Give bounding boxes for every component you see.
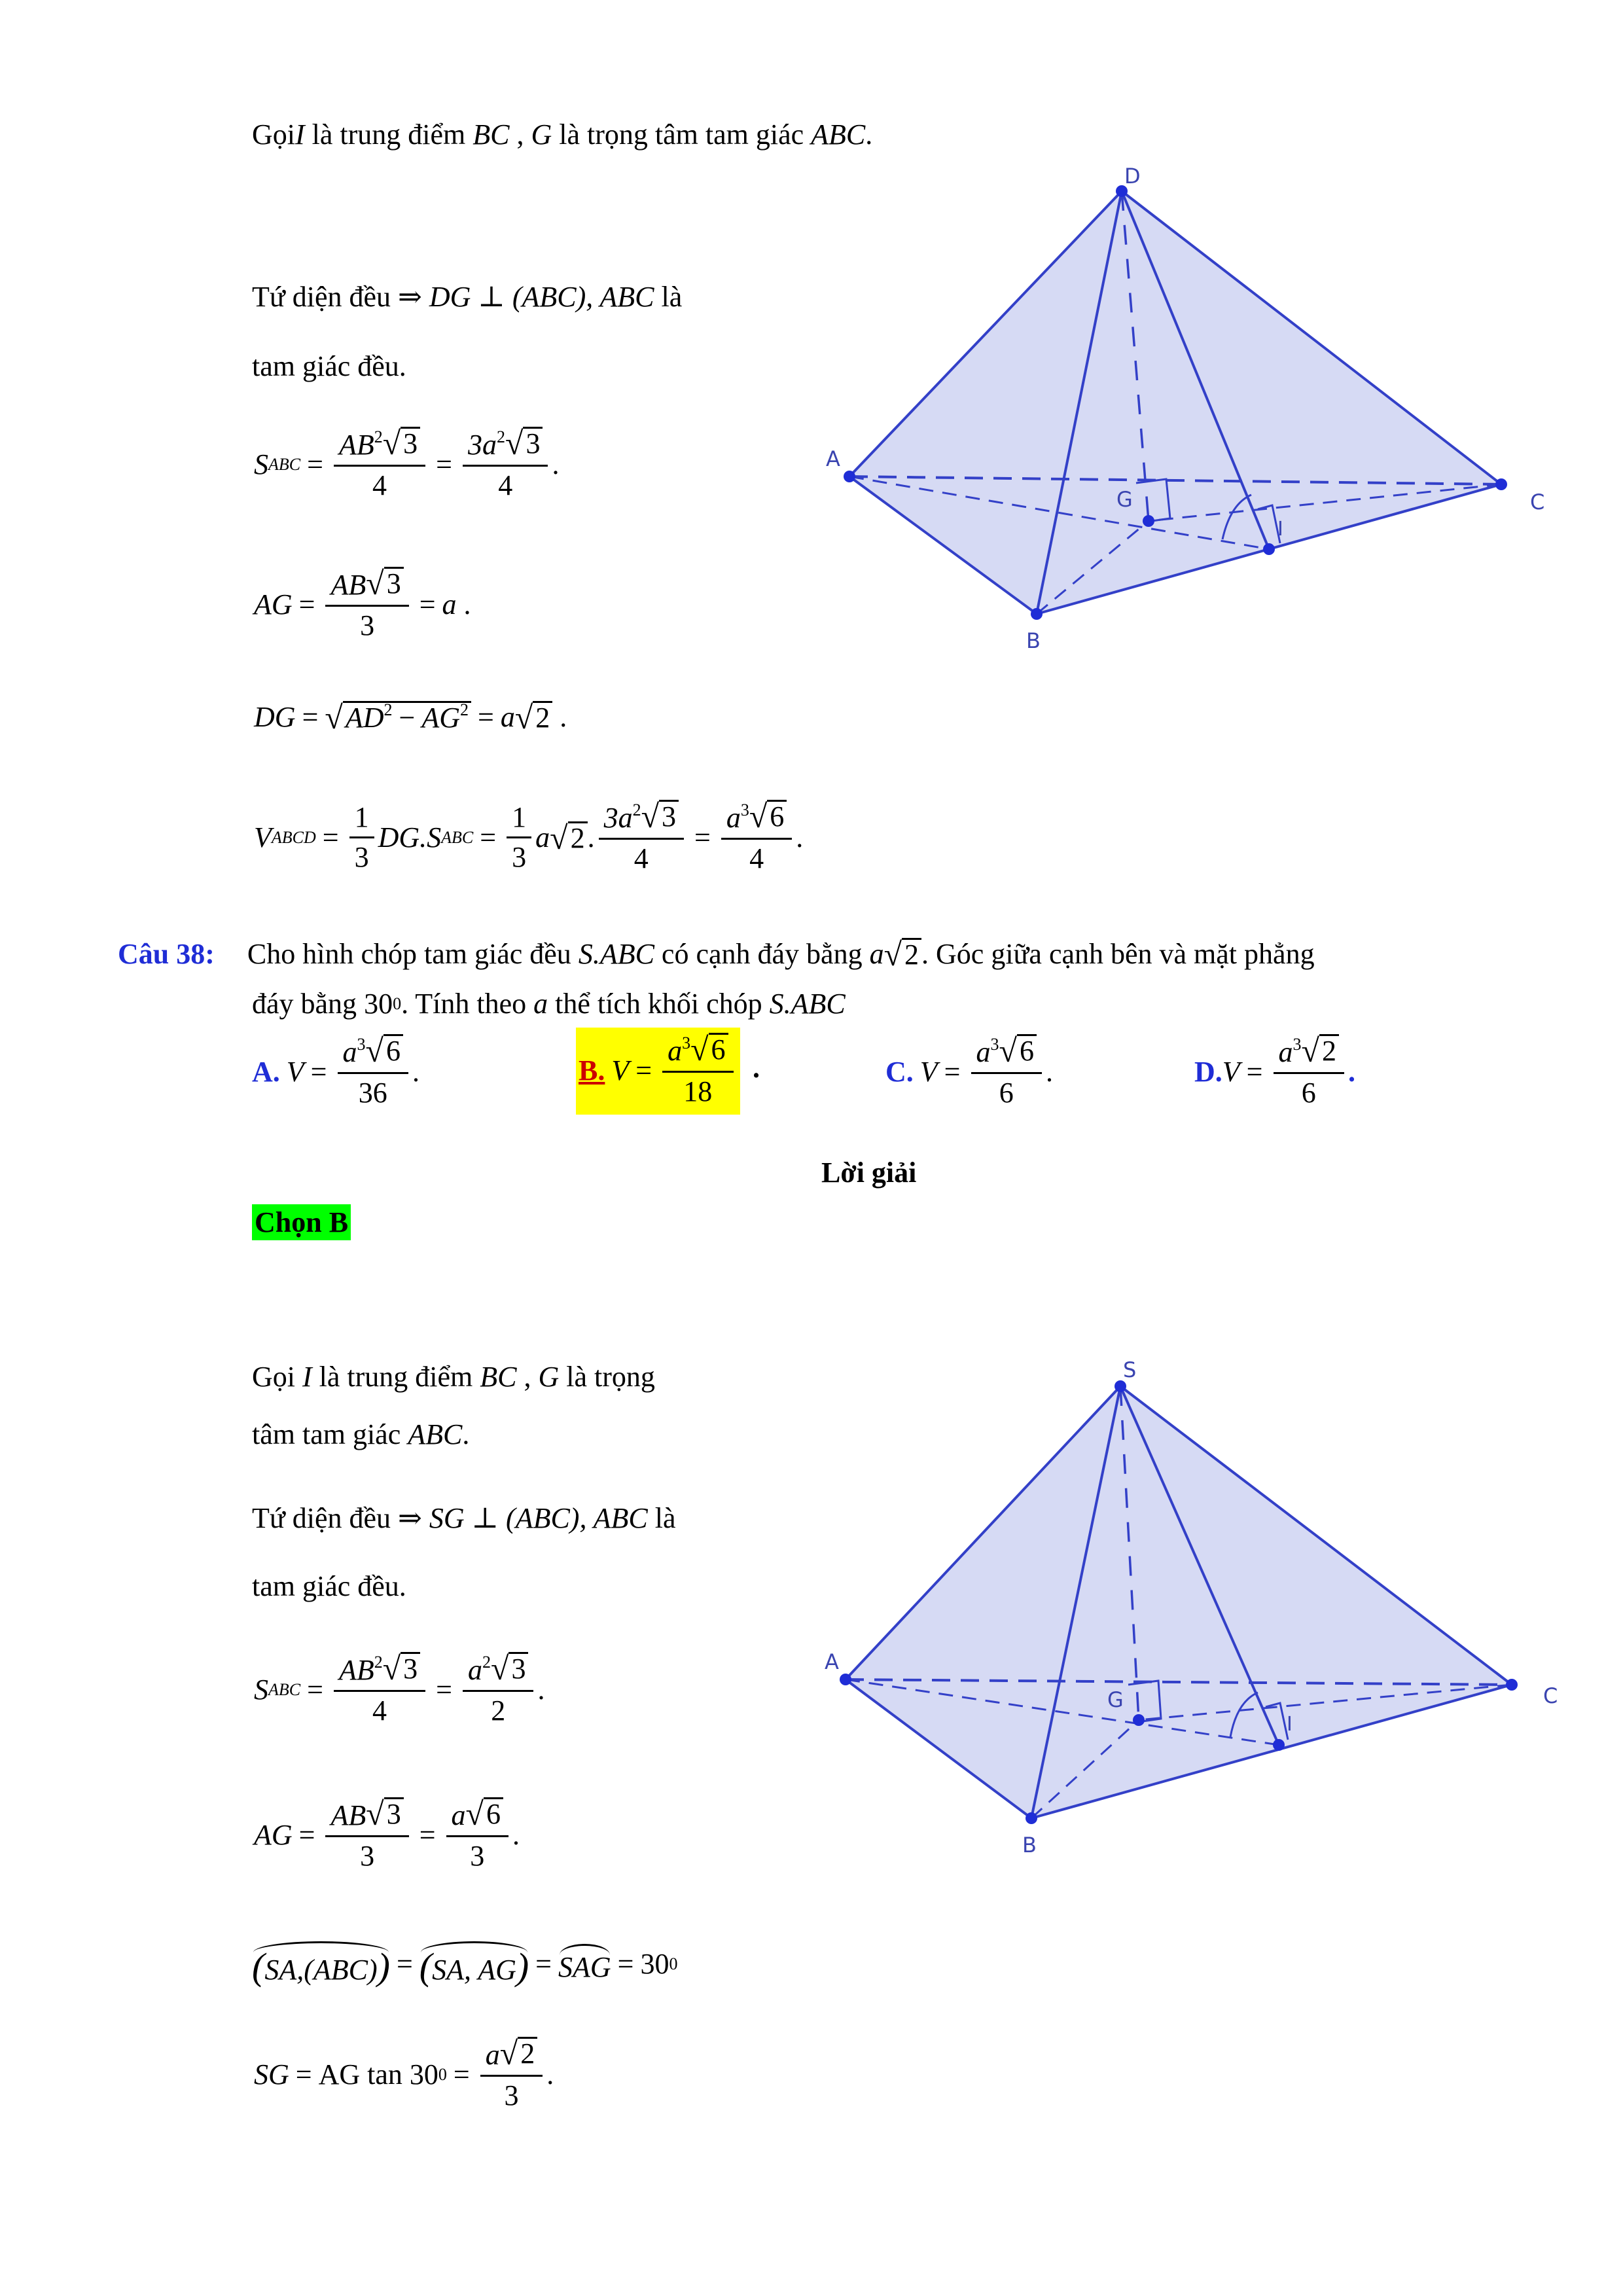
sup: 3 bbox=[740, 800, 749, 819]
text: đáy bằng bbox=[252, 988, 365, 1020]
equals: = bbox=[396, 1948, 413, 1980]
math: V bbox=[1222, 1056, 1240, 1088]
answer-letter: B. bbox=[579, 1054, 605, 1087]
label-c: C bbox=[1543, 1683, 1558, 1708]
denominator: 3 bbox=[504, 2079, 519, 2111]
fraction bbox=[662, 1033, 733, 1108]
answer-d[interactable] bbox=[1194, 1034, 1355, 1109]
text: . Góc giữa cạnh bên và mặt phẳng bbox=[921, 938, 1315, 970]
pyramid-figure-2 bbox=[812, 1360, 1584, 1857]
label-i: I bbox=[1287, 1713, 1293, 1736]
math: AG tan 30 bbox=[318, 2058, 438, 2091]
denominator: 3 bbox=[360, 609, 375, 641]
point-a bbox=[844, 471, 855, 482]
answer-c[interactable] bbox=[885, 1034, 1053, 1109]
period: . bbox=[537, 1674, 545, 1706]
equals: = bbox=[436, 448, 452, 481]
math: V bbox=[919, 1056, 938, 1088]
part1-tudien bbox=[252, 280, 682, 314]
math: AG bbox=[421, 701, 460, 734]
sup: 2 bbox=[632, 800, 641, 819]
label-d: D bbox=[1124, 164, 1141, 188]
math-a: a bbox=[533, 988, 548, 1020]
denominator: 4 bbox=[498, 469, 513, 501]
minus: − bbox=[399, 701, 416, 734]
solution-formula-sg: SG = AG tan 30 0 = a √ 2 3 . bbox=[254, 2035, 554, 2111]
equals: = bbox=[298, 1819, 315, 1852]
solution-formula-angle: (SA,(ABC)) = (SA, AG) = SAG = 30 0 bbox=[252, 1941, 677, 1986]
answer-b[interactable] bbox=[576, 1028, 740, 1115]
text: có cạnh đáy bằng bbox=[654, 938, 870, 970]
label-g: G bbox=[1107, 1687, 1124, 1712]
sqrt: √ 3 bbox=[383, 1652, 420, 1685]
denominator: 2 bbox=[491, 1694, 506, 1727]
label-a: A bbox=[825, 1649, 839, 1674]
point-b bbox=[1026, 1812, 1037, 1824]
math: a bbox=[1278, 1036, 1293, 1068]
denominator: 4 bbox=[749, 842, 764, 874]
text: . Tính theo bbox=[401, 988, 534, 1020]
point-i bbox=[1263, 543, 1275, 555]
text: Tứ diện đều bbox=[252, 281, 399, 313]
denominator: 36 bbox=[358, 1076, 387, 1109]
equals: = bbox=[419, 588, 436, 621]
radicand: 3 bbox=[523, 427, 543, 459]
text: là trung điểm bbox=[304, 118, 473, 151]
sqrt: √ 2 bbox=[1302, 1034, 1339, 1067]
sup: 2 bbox=[374, 1653, 383, 1672]
solution-intro-2 bbox=[252, 1418, 469, 1451]
denominator: 3 bbox=[354, 841, 369, 874]
math: a bbox=[976, 1036, 991, 1068]
equals: = bbox=[453, 2058, 470, 2091]
sqrt: √ 3 bbox=[366, 567, 403, 600]
denominator: 3 bbox=[360, 1839, 375, 1872]
text: là bbox=[654, 281, 683, 313]
radicand: 3 bbox=[401, 1652, 420, 1685]
math: S bbox=[254, 1674, 268, 1706]
solution-formula-area: S ABC = $AB^2$ √ 3 4 = $a^2$ √ 3 2 . bbox=[254, 1650, 545, 1727]
math-ABC: ABC bbox=[811, 118, 866, 151]
fraction bbox=[349, 801, 374, 874]
label-b: B bbox=[1022, 1833, 1037, 1857]
text: . bbox=[865, 118, 873, 151]
radicand: 2 bbox=[533, 701, 552, 734]
solution-intro-1 bbox=[252, 1360, 655, 1393]
part1-formula-dg bbox=[254, 700, 567, 734]
math: a bbox=[535, 821, 550, 854]
fraction bbox=[446, 1797, 508, 1873]
text: là bbox=[647, 1502, 676, 1534]
math-ABC: ABC bbox=[408, 1418, 463, 1450]
radicand: 6 bbox=[767, 800, 787, 833]
math-BC: BC bbox=[473, 118, 510, 151]
math: AB bbox=[338, 429, 374, 461]
math: a bbox=[500, 701, 515, 733]
math-BC: BC bbox=[480, 1361, 517, 1393]
fraction bbox=[463, 1652, 533, 1727]
radicand: 6 bbox=[1017, 1034, 1037, 1067]
math: AG bbox=[254, 588, 293, 621]
sqrt: √ $AD^2 - AG^2$ bbox=[325, 701, 471, 734]
math: a bbox=[668, 1035, 683, 1067]
sqrt: √ 3 bbox=[366, 1797, 403, 1830]
numerator: 1 bbox=[349, 801, 374, 839]
period: . bbox=[512, 1819, 520, 1852]
sqrt: √ 6 bbox=[366, 1034, 403, 1067]
sqrt: √ 2 bbox=[515, 701, 552, 734]
fraction bbox=[334, 1652, 425, 1727]
sup: 2 bbox=[482, 1653, 491, 1672]
sup: 3 bbox=[357, 1035, 366, 1054]
math: V bbox=[611, 1054, 630, 1087]
sqrt: √ 2 bbox=[550, 821, 587, 854]
sqrt: √ 2 bbox=[500, 2037, 537, 2070]
label-s: S bbox=[1123, 1360, 1137, 1382]
radicand: 6 bbox=[383, 1034, 403, 1067]
radicand: 2 bbox=[902, 938, 921, 971]
math: DG.S bbox=[378, 821, 442, 854]
sup: 2 bbox=[374, 427, 383, 446]
part1-formula-ag bbox=[254, 567, 471, 642]
denominator: 4 bbox=[372, 1694, 387, 1727]
sqrt: √ 6 bbox=[999, 1034, 1037, 1067]
math: AB bbox=[330, 569, 366, 601]
equals: = bbox=[635, 1054, 652, 1087]
dot: . bbox=[587, 821, 595, 854]
sqrt: √ 6 bbox=[466, 1797, 503, 1830]
radicand: 6 bbox=[484, 1797, 503, 1830]
radicand: 2 bbox=[1319, 1034, 1339, 1067]
text: là trọng bbox=[559, 1361, 655, 1393]
point-i bbox=[1273, 1739, 1285, 1751]
fraction bbox=[463, 427, 548, 502]
math: SA, AG bbox=[432, 1954, 516, 1986]
denominator: 6 bbox=[1301, 1076, 1316, 1109]
period: . bbox=[412, 1056, 419, 1088]
denominator: 18 bbox=[683, 1075, 713, 1107]
solution-choice: Chọn B bbox=[252, 1204, 351, 1240]
fraction bbox=[334, 427, 425, 502]
radicand: 2 bbox=[568, 821, 588, 854]
question-line-2: đáy bằng 30 0 . Tính theo a thể tích khối chóp S.ABC bbox=[252, 988, 846, 1020]
fraction bbox=[338, 1034, 408, 1109]
fraction bbox=[599, 800, 684, 875]
radicand: 3 bbox=[384, 1797, 404, 1830]
math: a bbox=[726, 802, 741, 834]
part1-formula-volume: V ABCD = $\frac{1}{3}$ DG.S ABC = $\frac{1}{3}$ a √ 2 . $3a^2$ √ 3 4 = $a^3$ √ 6 4 . bbox=[254, 798, 804, 874]
sup: 2 bbox=[459, 700, 469, 719]
radicand: 3 bbox=[508, 1652, 528, 1685]
math: a bbox=[451, 1799, 466, 1831]
sup: 3 bbox=[1293, 1035, 1302, 1054]
math-G: G bbox=[538, 1361, 560, 1393]
math: a bbox=[342, 1036, 357, 1068]
text: Tứ diện đều bbox=[252, 1502, 399, 1534]
fraction bbox=[480, 2037, 543, 2112]
period: . bbox=[1347, 1056, 1355, 1088]
part1-intro bbox=[252, 118, 872, 151]
part1-tudien-line2: tam giác đều. bbox=[252, 350, 406, 382]
solution-formula-ag bbox=[254, 1797, 520, 1873]
math-SABC: S.ABC bbox=[578, 938, 654, 970]
question-line-1 bbox=[118, 937, 1315, 971]
fraction bbox=[721, 800, 792, 875]
label-g: G bbox=[1116, 487, 1133, 512]
equals: = bbox=[307, 1674, 323, 1706]
label-a: A bbox=[826, 446, 840, 471]
math: V bbox=[286, 1056, 304, 1088]
tetrahedron-figure-1 bbox=[812, 164, 1584, 661]
solution-heading: Lời giải bbox=[821, 1157, 917, 1189]
math-30: 30 bbox=[364, 988, 393, 1020]
text: là trung điểm bbox=[312, 1361, 480, 1393]
sqrt: √ 6 bbox=[749, 800, 787, 833]
equals: = bbox=[322, 821, 339, 854]
point-g bbox=[1143, 515, 1154, 527]
equals: = bbox=[1246, 1056, 1263, 1088]
radicand: 3 bbox=[659, 800, 679, 833]
radicand: 3 bbox=[401, 427, 420, 459]
text: thể tích khối chóp bbox=[548, 988, 770, 1020]
sup: 2 bbox=[383, 700, 393, 719]
equals: = bbox=[302, 701, 319, 733]
text: . bbox=[462, 1418, 470, 1450]
solution-tudien-line2: tam giác đều. bbox=[252, 1570, 406, 1602]
sqrt: √ 3 bbox=[505, 427, 543, 459]
equals: = bbox=[419, 1819, 436, 1852]
text: Gọi bbox=[252, 1361, 302, 1393]
math-I: I bbox=[302, 1361, 312, 1393]
math: SA,(ABC) bbox=[264, 1954, 378, 1986]
period: . bbox=[456, 588, 471, 621]
equals: = bbox=[295, 2058, 312, 2091]
fraction bbox=[1274, 1034, 1344, 1109]
period: . bbox=[796, 821, 804, 854]
fraction bbox=[325, 567, 408, 642]
math: 3a bbox=[467, 429, 497, 461]
math-perpendicular: ⇒ DG ⊥ (ABC), ABC bbox=[398, 281, 654, 313]
answer-letter: D. bbox=[1194, 1056, 1222, 1088]
text: , bbox=[516, 1361, 539, 1393]
point-g bbox=[1133, 1714, 1145, 1726]
math-a: a bbox=[869, 938, 884, 970]
denominator: 3 bbox=[512, 841, 527, 874]
math: DG bbox=[254, 701, 296, 733]
denominator: 4 bbox=[633, 842, 649, 874]
math: 30 bbox=[640, 1948, 669, 1980]
equals: = bbox=[617, 1948, 634, 1980]
period: . bbox=[552, 701, 567, 733]
answer-letter: A. bbox=[252, 1056, 280, 1088]
math: 3a bbox=[603, 802, 633, 834]
math-perpendicular: ⇒ SG ⊥ (ABC), ABC bbox=[398, 1502, 648, 1534]
label-i: I bbox=[1277, 518, 1283, 541]
equals: = bbox=[944, 1056, 961, 1088]
math: AG bbox=[254, 1819, 293, 1852]
angle-sa-abc: (SA,(ABC)) bbox=[252, 1941, 390, 1986]
equals: = bbox=[310, 1056, 327, 1088]
fraction bbox=[507, 801, 531, 874]
radicand: 2 bbox=[518, 2037, 537, 2070]
math: S bbox=[254, 448, 268, 481]
math: SG bbox=[254, 2058, 289, 2091]
sup: 3 bbox=[990, 1035, 999, 1054]
period: . bbox=[552, 448, 560, 481]
sqrt: √ 2 bbox=[884, 938, 921, 971]
sqrt: √ 3 bbox=[641, 800, 679, 833]
equals: = bbox=[694, 821, 711, 854]
point-b bbox=[1031, 608, 1043, 620]
text: , bbox=[509, 118, 531, 151]
math: a bbox=[442, 588, 457, 621]
radicand: 3 bbox=[384, 567, 404, 600]
answer-letter: C. bbox=[885, 1056, 914, 1088]
sup: 2 bbox=[496, 427, 505, 446]
fraction bbox=[325, 1797, 408, 1873]
text: tâm tam giác bbox=[252, 1418, 408, 1450]
denominator: 3 bbox=[470, 1839, 485, 1872]
math: a bbox=[467, 1654, 482, 1686]
math: AB bbox=[330, 1799, 366, 1831]
label-c: C bbox=[1530, 490, 1545, 514]
angle-sag: SAG bbox=[558, 1944, 611, 1984]
text: Gọi bbox=[252, 118, 295, 151]
part1-formula-area: S ABC = $AB^2$ √ 3 4 = $3a^2$ √ 3 4 . bbox=[254, 425, 560, 501]
question-number: Câu 38: bbox=[118, 938, 215, 970]
sqrt: √ 3 bbox=[491, 1652, 528, 1685]
sqrt: √ 3 bbox=[383, 427, 420, 459]
point-a bbox=[840, 1674, 851, 1685]
point-c bbox=[1495, 478, 1507, 490]
fraction bbox=[971, 1034, 1042, 1109]
period: . bbox=[546, 2058, 554, 2091]
sup: 3 bbox=[682, 1033, 691, 1052]
math: V bbox=[254, 821, 272, 854]
math-I: I bbox=[295, 118, 305, 151]
math-G: G bbox=[531, 118, 552, 151]
angle-sa-ag: (SA, AG) bbox=[419, 1941, 529, 1986]
equals: = bbox=[298, 588, 315, 621]
sqrt: √ 6 bbox=[690, 1033, 728, 1066]
text: Cho hình chóp tam giác đều bbox=[247, 938, 579, 970]
equals: = bbox=[535, 1948, 552, 1980]
answer-b-period: . bbox=[753, 1052, 760, 1084]
answer-a[interactable] bbox=[252, 1034, 419, 1109]
equals: = bbox=[477, 701, 494, 733]
equals: = bbox=[480, 821, 497, 854]
denominator: 4 bbox=[372, 469, 387, 501]
math: AD bbox=[345, 701, 384, 734]
denominator: 6 bbox=[999, 1076, 1014, 1109]
point-c bbox=[1506, 1679, 1518, 1691]
equals: = bbox=[436, 1674, 452, 1706]
numerator: 1 bbox=[507, 801, 531, 839]
math: AB bbox=[338, 1654, 374, 1686]
text: là trọng tâm tam giác bbox=[552, 118, 812, 151]
label-b: B bbox=[1026, 628, 1041, 653]
period: . bbox=[1045, 1056, 1053, 1088]
radicand: 6 bbox=[709, 1033, 728, 1066]
math-SABC: S.ABC bbox=[769, 988, 846, 1020]
solution-tudien bbox=[252, 1501, 676, 1535]
math: a bbox=[485, 2039, 500, 2071]
equals: = bbox=[307, 448, 323, 481]
